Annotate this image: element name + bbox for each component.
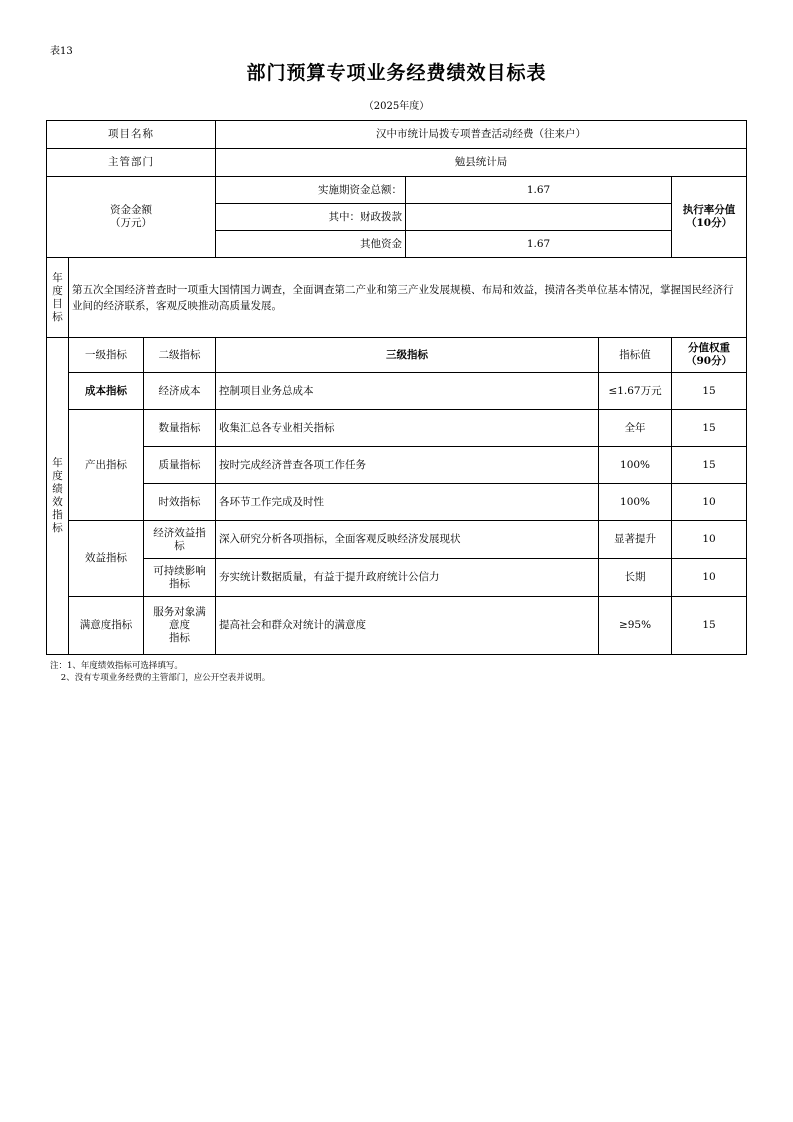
indicator-char: 年 — [52, 457, 63, 469]
header-level2: 二级指标 — [144, 338, 216, 373]
annual-goal-char: 度 — [52, 284, 63, 297]
level3-cell: 各环节工作完成及时性 — [216, 484, 599, 521]
annual-goal-row — [47, 258, 747, 338]
weight-cell: 10 — [672, 484, 747, 521]
header-level1: 一级指标 — [69, 338, 144, 373]
value-cell: ≥95% — [599, 597, 672, 655]
table-row — [47, 484, 747, 521]
footnotes — [50, 660, 270, 684]
page-title: 部门预算专项业务经费绩效目标表 — [246, 62, 547, 84]
fund-other-value: 1.67 — [406, 231, 672, 258]
table-row — [47, 597, 747, 655]
level3-cell: 收集汇总各专业相关指标 — [216, 410, 599, 447]
fund-total-value: 1.67 — [406, 177, 672, 204]
table-row — [47, 447, 747, 484]
indicator-char: 标 — [52, 522, 63, 534]
weight-cell: 10 — [672, 521, 747, 559]
level2-line: 意度 — [169, 619, 191, 631]
weight-cell: 15 — [672, 447, 747, 484]
level2-cell: 经济成本 — [144, 373, 216, 410]
level2-cell — [144, 521, 216, 559]
project-row — [47, 121, 747, 149]
header-level3: 三级指标 — [216, 338, 599, 373]
value-cell: 100% — [599, 447, 672, 484]
value-cell: ≤1.67万元 — [599, 373, 672, 410]
fund-label — [47, 177, 216, 258]
header-value: 指标值 — [599, 338, 672, 373]
fund-total-row — [47, 177, 747, 204]
value-cell: 长期 — [599, 559, 672, 597]
indicator-header-row — [47, 338, 747, 373]
header-weight-line2: （90分） — [685, 355, 733, 367]
level1-cell: 满意度指标 — [69, 597, 144, 655]
level3-cell: 深入研究分析各项指标，全面客观反映经济发展现状 — [216, 521, 599, 559]
header-weight-line1: 分值权重 — [688, 342, 731, 354]
dept-row — [47, 149, 747, 177]
fund-total-label: 实施期资金总额： — [216, 177, 406, 204]
table-row — [47, 559, 747, 597]
indicator-section-label — [47, 338, 69, 655]
level2-cell — [144, 559, 216, 597]
performance-table — [46, 120, 747, 655]
table-row — [47, 521, 747, 559]
level2-line: 指标 — [169, 577, 191, 590]
project-label: 项目名称 — [47, 121, 216, 149]
annual-goal-text: 第五次全国经济普查时一项重大国情国力调查，全面调查第二产业和第三产业发展规模、布局和效益，摸清各类单位基本情况，掌握国民经济行业间的经济联系，客观反映推动高质量发展。 — [69, 258, 747, 338]
indicator-char: 效 — [52, 496, 63, 508]
fund-fiscal-label: 其中：财政拨款 — [216, 204, 406, 231]
annual-goal-char: 标 — [52, 310, 63, 323]
fund-other-label: 其他资金 — [216, 231, 406, 258]
exec-rate-label — [672, 177, 747, 258]
level3-cell: 提高社会和群众对统计的满意度 — [216, 597, 599, 655]
level1-cell: 成本指标 — [69, 373, 144, 410]
level2-cell: 质量指标 — [144, 447, 216, 484]
footnote-2: 2、没有专项业务经费的主管部门，应公开空表并说明。 — [50, 673, 271, 683]
table-number: 表13 — [50, 46, 73, 57]
level2-cell — [144, 597, 216, 655]
indicator-char: 绩 — [52, 483, 63, 495]
level1-cell: 产出指标 — [69, 410, 144, 521]
weight-cell: 15 — [672, 373, 747, 410]
indicator-char: 度 — [52, 470, 63, 482]
fund-label-line1: 资金金额 — [110, 204, 153, 216]
level2-line: 可持续影响 — [153, 564, 206, 577]
level1-cell: 效益指标 — [69, 521, 144, 597]
annual-goal-label — [47, 258, 69, 338]
table-row — [47, 373, 747, 410]
value-cell: 全年 — [599, 410, 672, 447]
level3-cell: 按时完成经济普查各项工作任务 — [216, 447, 599, 484]
level2-line: 服务对象满 — [153, 606, 206, 618]
level2-line: 标 — [174, 539, 185, 552]
year-label: （2025年度） — [363, 101, 430, 112]
project-value: 汉中市统计局拨专项普查活动经费（往来户） — [216, 121, 747, 149]
level2-line: 经济效益指 — [153, 526, 206, 539]
header-weight — [672, 338, 747, 373]
weight-cell: 15 — [672, 597, 747, 655]
weight-cell: 15 — [672, 410, 747, 447]
level2-cell: 数量指标 — [144, 410, 216, 447]
level3-cell: 夯实统计数据质量，有益于提升政府统计公信力 — [216, 559, 599, 597]
footnote-1: 注：1、年度绩效指标可选择填写。 — [50, 661, 183, 671]
level2-line: 指标 — [169, 632, 191, 644]
indicator-char: 指 — [52, 509, 63, 521]
exec-rate-line1: 执行率分值 — [682, 204, 736, 216]
exec-rate-line2: （10分） — [685, 217, 733, 229]
dept-value: 勉县统计局 — [216, 149, 747, 177]
weight-cell: 10 — [672, 559, 747, 597]
fund-fiscal-value — [406, 204, 672, 231]
annual-goal-char: 目 — [52, 297, 63, 310]
value-cell: 100% — [599, 484, 672, 521]
dept-label: 主管部门 — [47, 149, 216, 177]
level2-cell: 时效指标 — [144, 484, 216, 521]
fund-label-line2: （万元） — [110, 217, 153, 229]
value-cell: 显著提升 — [599, 521, 672, 559]
level3-cell: 控制项目业务总成本 — [216, 373, 599, 410]
table-row — [47, 410, 747, 447]
annual-goal-char: 年 — [52, 271, 63, 284]
